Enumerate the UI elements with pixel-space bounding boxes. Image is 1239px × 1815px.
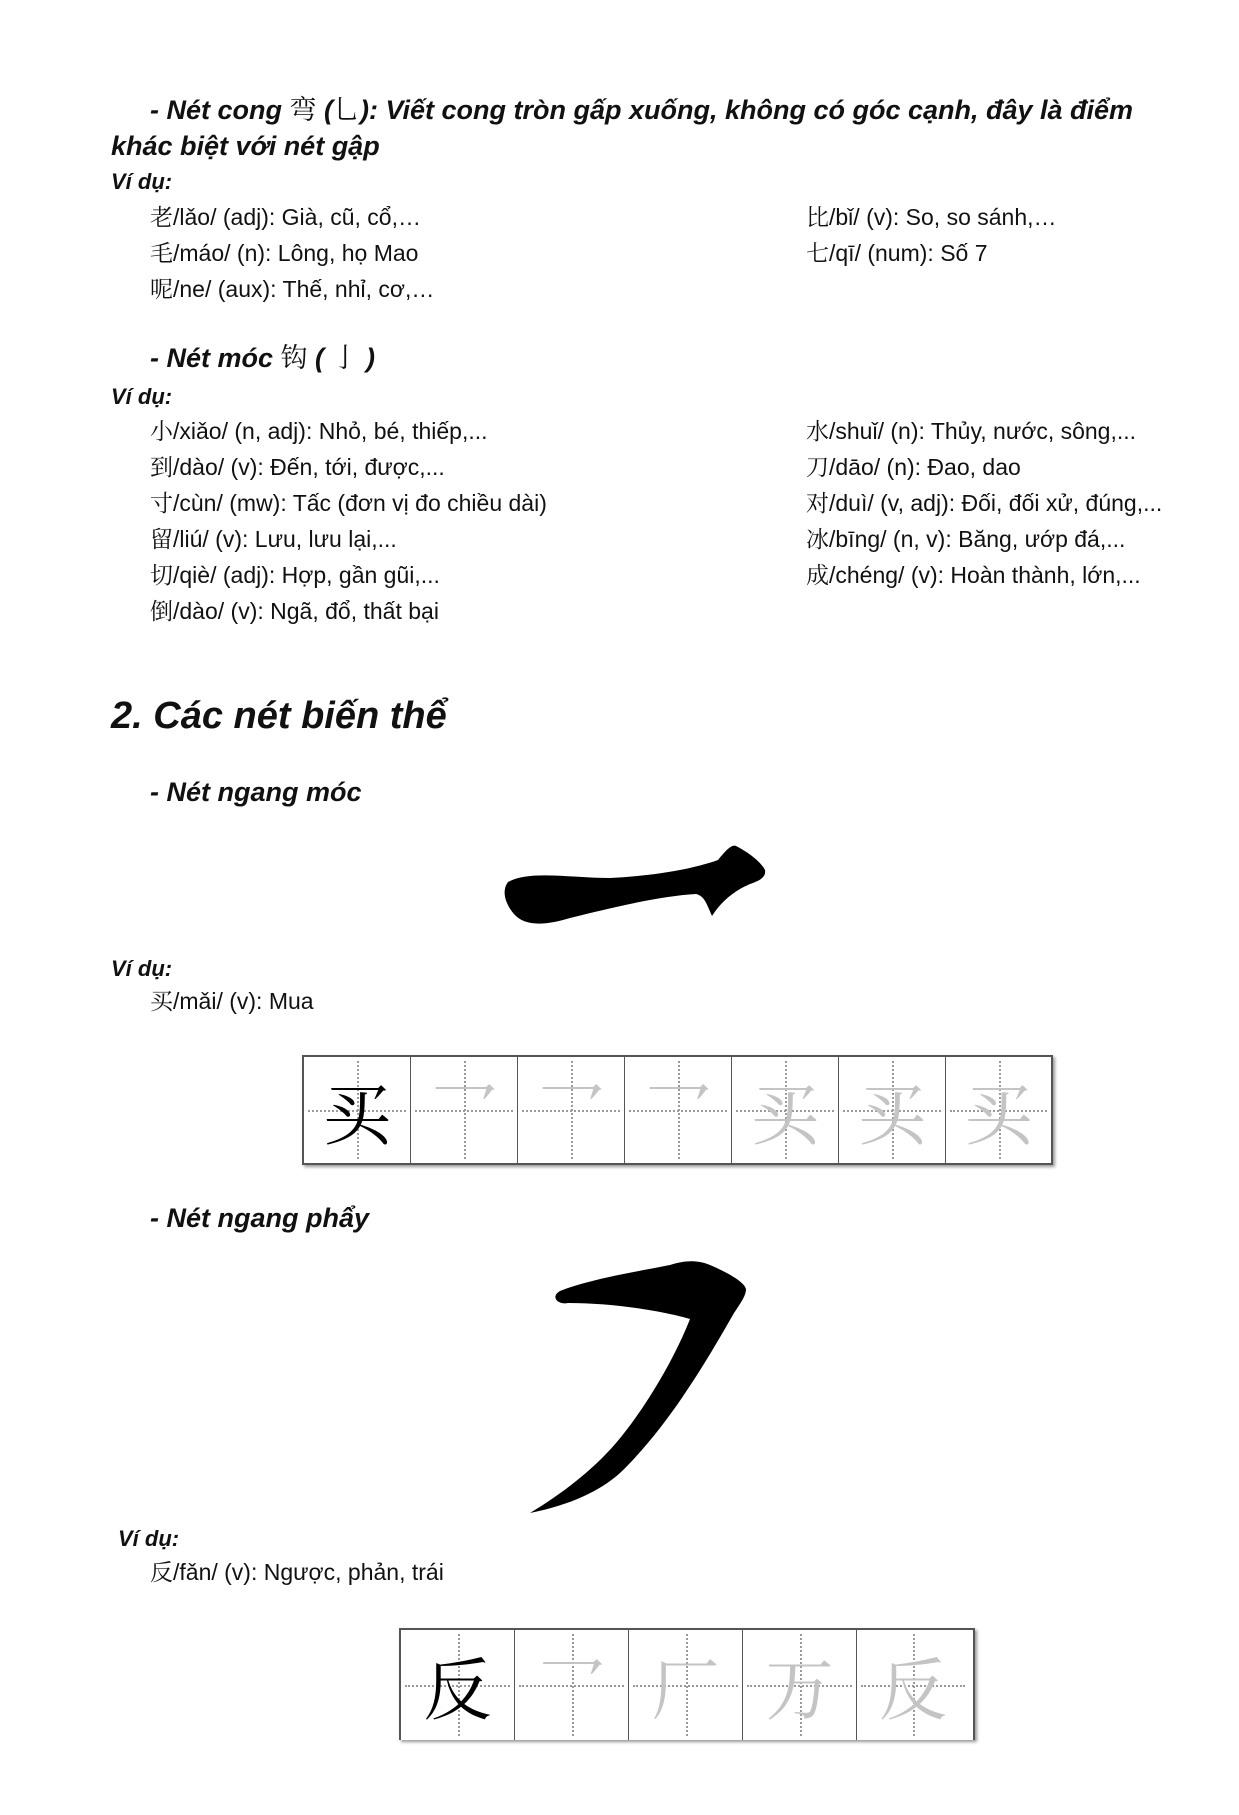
stroke-order-grid-fan xyxy=(399,1628,975,1740)
list-item: 老/lǎo/ (adj): Già, cũ, cổ,… xyxy=(150,204,421,231)
list-item: 七/qī/ (num): Số 7 xyxy=(806,240,988,267)
stroke-order-cell: 乛 xyxy=(518,1057,625,1163)
heading-net-cong-stroke: 乚 xyxy=(333,95,360,126)
section-title: 2. Các nét biến thể xyxy=(111,695,447,737)
stroke-ngang-moc-illustration xyxy=(500,840,770,940)
stroke-order-cell: 乛 xyxy=(625,1057,732,1163)
list-item: 倒/dào/ (v): Ngã, đổ, thất bại xyxy=(150,598,439,625)
vidu-label-ngang-moc: Ví dụ: xyxy=(111,956,173,981)
stroke-order-cell: 买 xyxy=(304,1057,411,1163)
list-item: 毛/máo/ (n): Lông, họ Mao xyxy=(150,240,419,267)
list-item: 冰/bīng/ (n, v): Băng, ướp đá,... xyxy=(806,526,1126,553)
list-item: 刀/dāo/ (n): Đao, dao xyxy=(806,454,1021,481)
heading-net-cong xyxy=(150,92,1230,129)
stroke-order-cell: 乛 xyxy=(515,1630,629,1740)
stroke-order-cell: 反 xyxy=(401,1630,515,1740)
stroke-order-cell: 乛 xyxy=(411,1057,518,1163)
heading-net-cong-dash: - Nét cong xyxy=(150,95,290,125)
stroke-order-cell: 买 xyxy=(946,1057,1051,1163)
list-item: 到/dào/ (v): Đến, tới, được,... xyxy=(150,454,445,481)
example-ngang-moc: 买/mǎi/ (v): Mua xyxy=(150,988,314,1015)
heading-net-ngang-phay: - Nét ngang phẩy xyxy=(150,1203,370,1233)
heading-net-moc-glyph: 钩 xyxy=(280,343,308,374)
list-item: 成/chéng/ (v): Hoàn thành, lớn,... xyxy=(806,562,1141,589)
heading-net-cong-glyph: 弯 xyxy=(289,95,317,126)
example-list-cong-left xyxy=(150,200,434,308)
stroke-order-cell: 反 xyxy=(857,1630,969,1740)
list-item: 小/xiǎo/ (n, adj): Nhỏ, bé, thiếp,... xyxy=(150,418,488,445)
stroke-order-cell: 万 xyxy=(743,1630,857,1740)
example-list-moc-right xyxy=(806,414,1162,594)
stroke-order-cell: 买 xyxy=(839,1057,946,1163)
stroke-ngang-phay-illustration xyxy=(520,1255,750,1515)
list-item: 寸/cùn/ (mw): Tấc (đơn vị đo chiều dài) xyxy=(150,490,547,517)
heading-net-ngang-moc: - Nét ngang móc xyxy=(150,777,362,807)
list-item: 呢/ne/ (aux): Thế, nhỉ, cơ,… xyxy=(150,276,435,303)
heading-net-cong-paren: ( xyxy=(316,95,333,125)
list-item: 水/shuǐ/ (n): Thủy, nước, sông,... xyxy=(806,418,1137,445)
vidu-label-cong: Ví dụ: xyxy=(111,169,173,194)
list-item: 留/liú/ (v): Lưu, lưu lại,... xyxy=(150,526,397,553)
list-item: 对/duì/ (v, adj): Đối, đối xử, đúng,... xyxy=(806,490,1163,517)
heading-net-moc: - Nét móc 钩 ( 亅 ) xyxy=(150,343,376,374)
vidu-label-moc: Ví dụ: xyxy=(111,384,173,409)
example-ngang-phay: 反/fǎn/ (v): Ngược, phản, trái xyxy=(150,1559,444,1586)
heading-net-cong-line2: khác biệt với nét gập xyxy=(111,131,380,161)
heading-net-cong-rest: ): Viết cong tròn gấp xuống, không có góc cạnh, đây là điểm xyxy=(360,95,1134,125)
stroke-order-grid-mai xyxy=(302,1055,1053,1165)
heading-net-moc-stroke: 亅 xyxy=(331,343,359,374)
example-list-moc-left xyxy=(150,414,547,630)
list-item: 切/qiè/ (adj): Hợp, gần gũi,... xyxy=(150,562,440,589)
stroke-order-cell: 买 xyxy=(732,1057,839,1163)
vidu-label-ngang-phay: Ví dụ: xyxy=(118,1526,180,1551)
stroke-order-cell: 厂 xyxy=(629,1630,743,1740)
example-list-cong-right xyxy=(806,200,1057,272)
list-item: 比/bǐ/ (v): So, so sánh,… xyxy=(806,204,1057,231)
